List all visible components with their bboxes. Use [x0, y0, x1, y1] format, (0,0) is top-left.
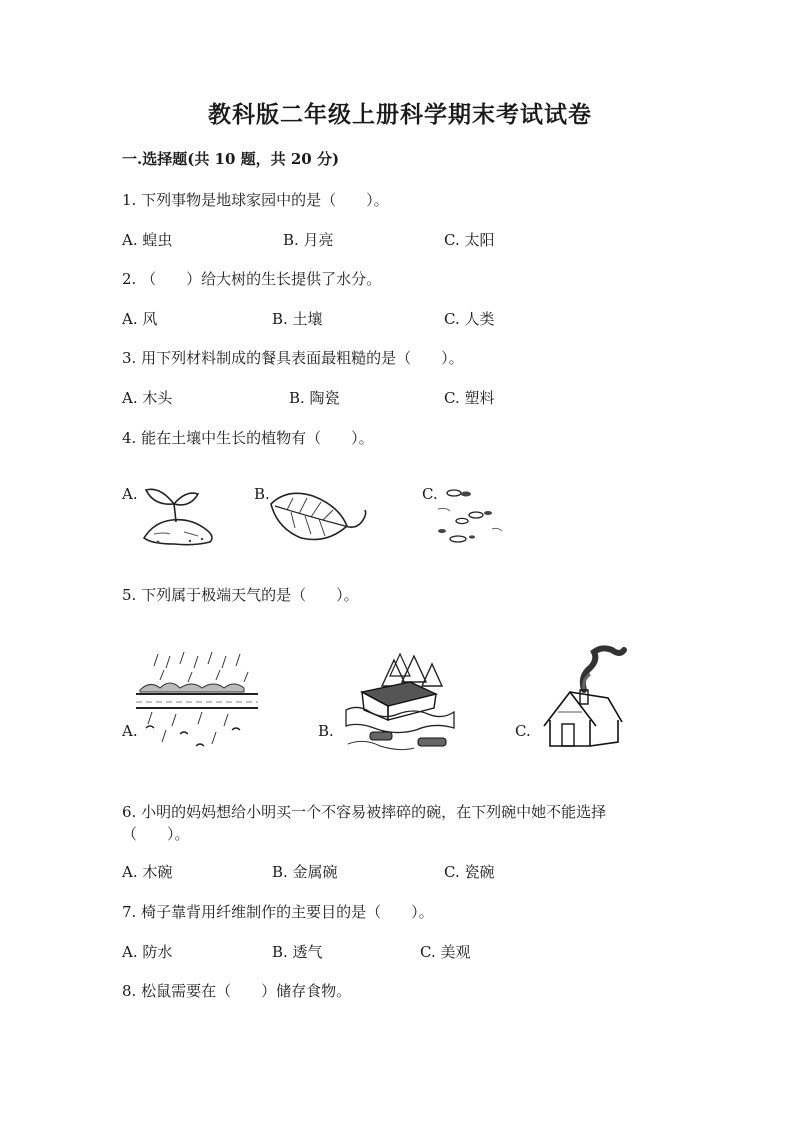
q1-option-b: B. 月亮 — [283, 231, 334, 249]
section-heading: 一.选择题(共 10 题，共 20 分) — [122, 150, 340, 168]
flood-icon — [344, 652, 456, 754]
q3-option-a: A. 木头 — [122, 389, 173, 407]
q7-option-c: C. 美观 — [420, 943, 471, 961]
q2-option-a: A. 风 — [122, 310, 158, 328]
question-5: 5. 下列属于极端天气的是（ ）。 — [122, 586, 359, 604]
question-8: 8. 松鼠需要在（ ）储存食物。 — [122, 982, 352, 1000]
q5-option-c: C. — [515, 722, 531, 740]
house-icon — [540, 646, 626, 752]
q4-option-a: A. — [122, 485, 138, 503]
q6-option-b: B. 金属碗 — [272, 863, 338, 881]
q6-option-a: A. 木碗 — [122, 863, 173, 881]
q5-option-b: B. — [318, 722, 334, 740]
leaf-icon — [267, 486, 373, 548]
question-2: 2. （ ）给大树的生长提供了水分。 — [122, 270, 382, 288]
q2-option-c: C. 人类 — [444, 310, 495, 328]
q1-option-c: C. 太阳 — [444, 231, 495, 249]
duckweed-icon — [432, 485, 506, 547]
q7-option-a: A. 防水 — [122, 943, 173, 961]
q6-option-c: C. 瓷碗 — [444, 863, 495, 881]
seedling-icon — [134, 482, 218, 552]
q4-option-c: C. — [422, 485, 438, 503]
q4-option-b: B. — [254, 485, 270, 503]
heavy-rain-icon — [136, 650, 258, 754]
q2-option-b: B. 土壤 — [272, 310, 323, 328]
question-6-blank: （ ）。 — [122, 825, 190, 843]
q3-option-c: C. 塑料 — [444, 389, 495, 407]
q3-option-b: B. 陶瓷 — [289, 389, 340, 407]
question-3: 3. 用下列材料制成的餐具表面最粗糙的是（ ）。 — [122, 349, 464, 367]
question-4: 4. 能在土壤中生长的植物有（ ）。 — [122, 429, 374, 447]
question-7: 7. 椅子靠背用纤维制作的主要目的是（ ）。 — [122, 903, 434, 921]
q7-option-b: B. 透气 — [272, 943, 323, 961]
page-title: 教科版二年级上册科学期末考试试卷 — [208, 101, 592, 128]
q1-option-a: A. 蝗虫 — [122, 231, 173, 249]
q5-option-a: A. — [122, 722, 138, 740]
question-1: 1. 下列事物是地球家园中的是（ ）。 — [122, 191, 389, 209]
question-6: 6. 小明的妈妈想给小明买一个不容易被摔碎的碗，在下列碗中她不能选择 — [122, 803, 607, 821]
